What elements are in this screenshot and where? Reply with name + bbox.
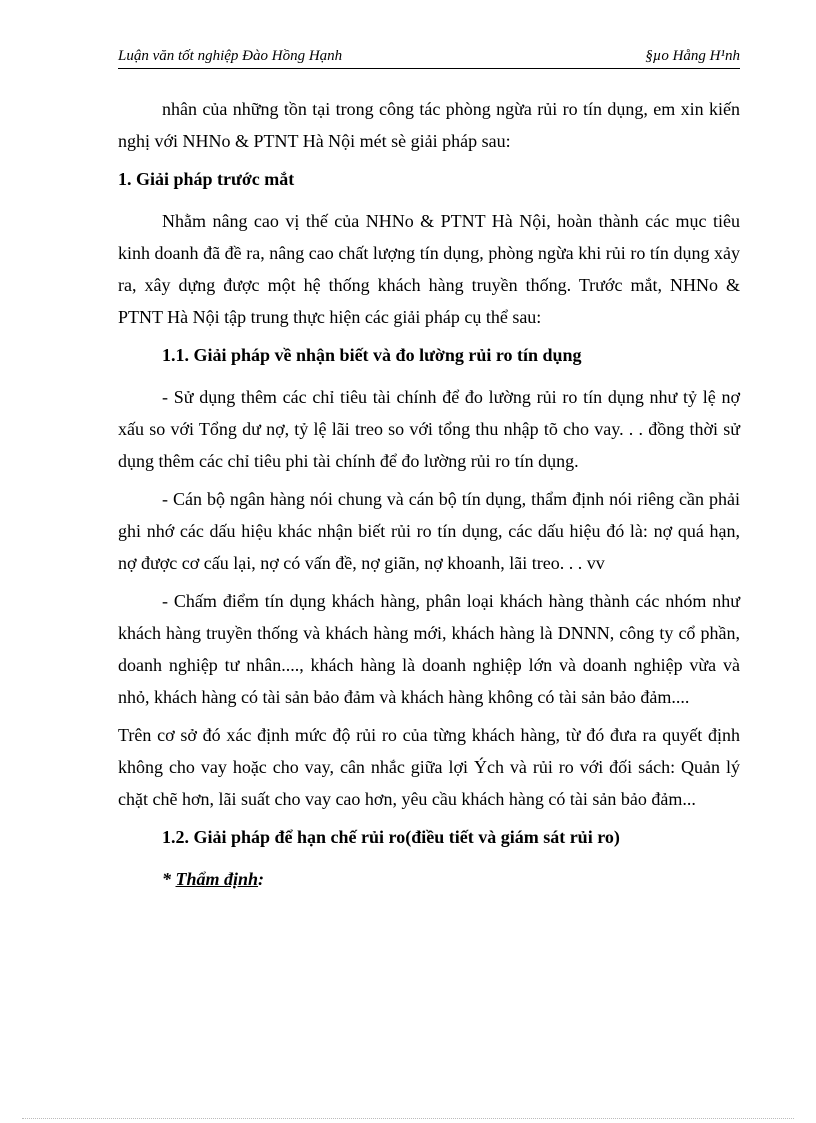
document-body — [118, 93, 740, 895]
page-header — [118, 46, 740, 69]
paragraph-scoring: - Chấm điểm tín dụng khách hàng, phân loại khách hàng thành các nhóm như khách hàng truyền thống và khách hàng mới, khách hàng là DNNN, công ty cổ phần, doanh nghiệp tư nhân...., khách hàng là doanh nghiệp lớn và doanh nghiệp vừa và nhỏ, khách hàng có tài sản bảo đảm và khách hàng không có tài sản bảo đảm.... — [118, 591, 740, 707]
page-bottom-border — [22, 1118, 794, 1119]
paragraph-intro: nhân của những tồn tại trong công tác phòng ngừa rủi ro tín dụng, em xin kiến nghị với NHNo & PTNT Hà Nội mét sè giải pháp sau: — [118, 99, 740, 151]
appraisal-colon: : — [258, 869, 265, 889]
header-left: Luận văn tốt nghiệp Đào Hồng Hạnh — [118, 48, 343, 64]
paragraph-section-1: Nhằm nâng cao vị thế của NHNo & PTNT Hà Nội, hoàn thành các mục tiêu kinh doanh đã đề ra, nâng cao chất lượng tín dụng, phòng ngừa khi rủi ro tín dụng xảy ra, xây dựng được một hệ thống khách hàng truyền thống. Trước mắt, NHNo & PTNT Hà Nội tập trung thực hiện các giải pháp cụ thể sau: — [118, 211, 740, 327]
appraisal-heading — [118, 863, 740, 895]
header-right: §µo Hång H¹nh — [645, 48, 740, 64]
appraisal-star: * — [162, 869, 176, 889]
paragraph-staff: - Cán bộ ngân hàng nói chung và cán bộ tín dụng, thẩm định nói riêng cần phải ghi nhớ các dấu hiệu khác nhận biết rủi ro tín dụng, các dấu hiệu đó là: nợ quá hạn, nợ được cơ cấu lại, nợ có vấn đề, nợ giãn, nợ khoanh, lãi treo. . . vv — [118, 489, 740, 573]
appraisal-label: Thẩm định — [175, 869, 259, 889]
subsection-heading-1-1: 1.1. Giải pháp về nhận biết và đo lường rủi ro tín dụng — [162, 345, 582, 365]
paragraph-decision: Trên cơ sở đó xác định mức độ rủi ro của từng khách hàng, từ đó đưa ra quyết định không cho vay hoặc cho vay, cân nhắc giữa lợi Ých và rủi ro với đối sách: Quản lý chặt chẽ hơn, lãi suất cho vay cao hơn, yêu cầu khách hàng có tài sản bảo đảm... — [118, 725, 740, 809]
paragraph-measure: - Sử dụng thêm các chỉ tiêu tài chính để đo lường rủi ro tín dụng như tỷ lệ nợ xấu so với Tổng dư nợ, tỷ lệ lãi treo so với tổng thu nhập tõ cho vay. . . đồng thời sử dụng thêm các chỉ tiêu phi tài chính để đo lường rủi ro tín dụng. — [118, 387, 740, 471]
subsection-heading-1-2: 1.2. Giải pháp để hạn chế rủi ro(điều tiết và giám sát rủi ro) — [162, 827, 620, 847]
section-heading-1: 1. Giải pháp trước mắt — [118, 169, 295, 189]
